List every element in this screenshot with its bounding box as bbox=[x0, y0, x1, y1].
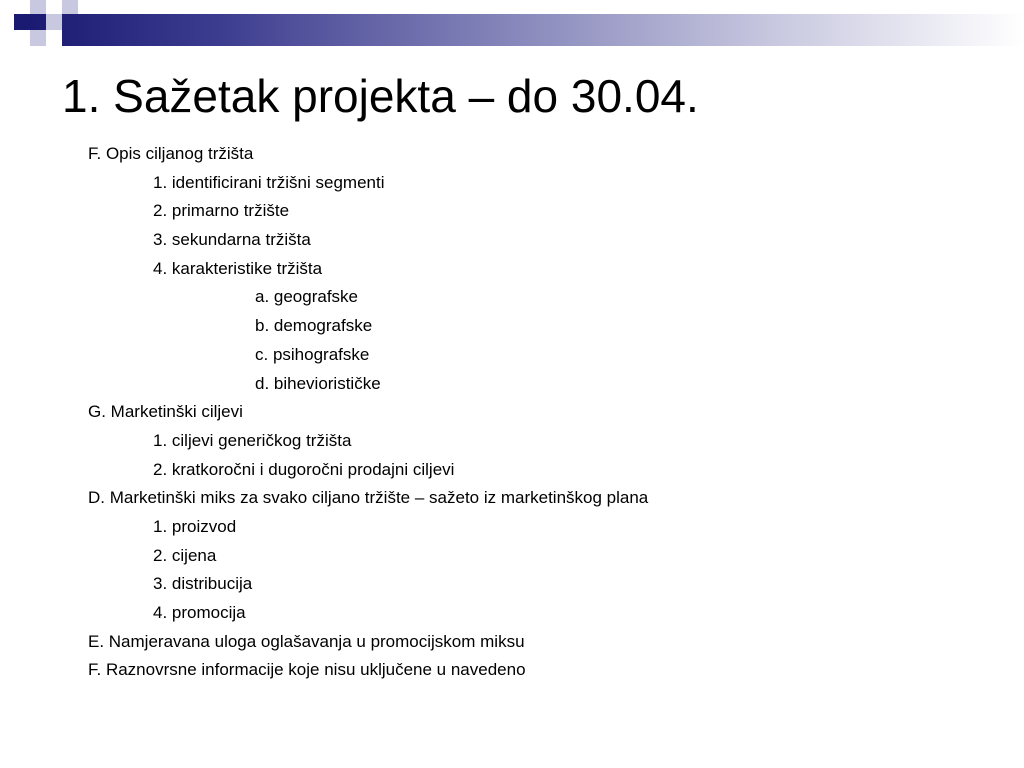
outline-item-level-1: E. Namjeravana uloga oglašavanja u promocijskom miksu bbox=[88, 631, 525, 651]
outline-item-level-1: F. Raznovrsne informacije koje nisu uključene u navedeno bbox=[88, 660, 526, 680]
outline-item-level-2: 3. distribucija bbox=[153, 574, 253, 594]
header-decoration bbox=[0, 0, 1024, 60]
outline-item-level-2: 1. ciljevi generičkog tržišta bbox=[153, 430, 352, 450]
decorative-square bbox=[14, 14, 30, 30]
outline-item-level-2: 2. cijena bbox=[153, 545, 217, 565]
outline-item-level-2: 2. kratkoročni i dugoročni prodajni ciljevi bbox=[153, 459, 455, 479]
outline-item-level-2: 1. identificirani tržišni segmenti bbox=[153, 172, 385, 192]
outline-item-level-2: 1. proizvod bbox=[153, 516, 237, 536]
header-gradient-bar bbox=[30, 14, 1024, 46]
outline-item-level-3: a. geografske bbox=[255, 287, 359, 307]
decorative-square bbox=[30, 0, 46, 14]
outline-item-level-3: d. biheviorističke bbox=[255, 373, 381, 393]
outline-item-level-1: F. Opis ciljanog tržišta bbox=[88, 144, 254, 163]
decorative-square bbox=[46, 30, 62, 46]
outline-list bbox=[88, 140, 648, 685]
decorative-square bbox=[30, 30, 46, 46]
outline-item-level-2: 4. promocija bbox=[153, 603, 246, 622]
decorative-square bbox=[46, 14, 62, 30]
outline-item-level-3: b. demografske bbox=[255, 316, 373, 336]
decorative-square bbox=[62, 0, 78, 14]
outline-item-level-2: 3. sekundarna tržišta bbox=[153, 230, 311, 250]
outline-item-level-3: c. psihografske bbox=[255, 344, 370, 364]
slide-title: 1. Sažetak projekta – do 30.04. bbox=[62, 70, 699, 122]
outline-item-level-2: 4. karakteristike tržišta bbox=[153, 258, 323, 278]
outline-item-level-1: D. Marketinški miks za svako ciljano tržište – sažeto iz marketinškog plana bbox=[88, 488, 649, 508]
outline-item-level-1: G. Marketinški ciljevi bbox=[88, 402, 243, 422]
outline-item-level-2: 2. primarno tržište bbox=[153, 201, 290, 221]
